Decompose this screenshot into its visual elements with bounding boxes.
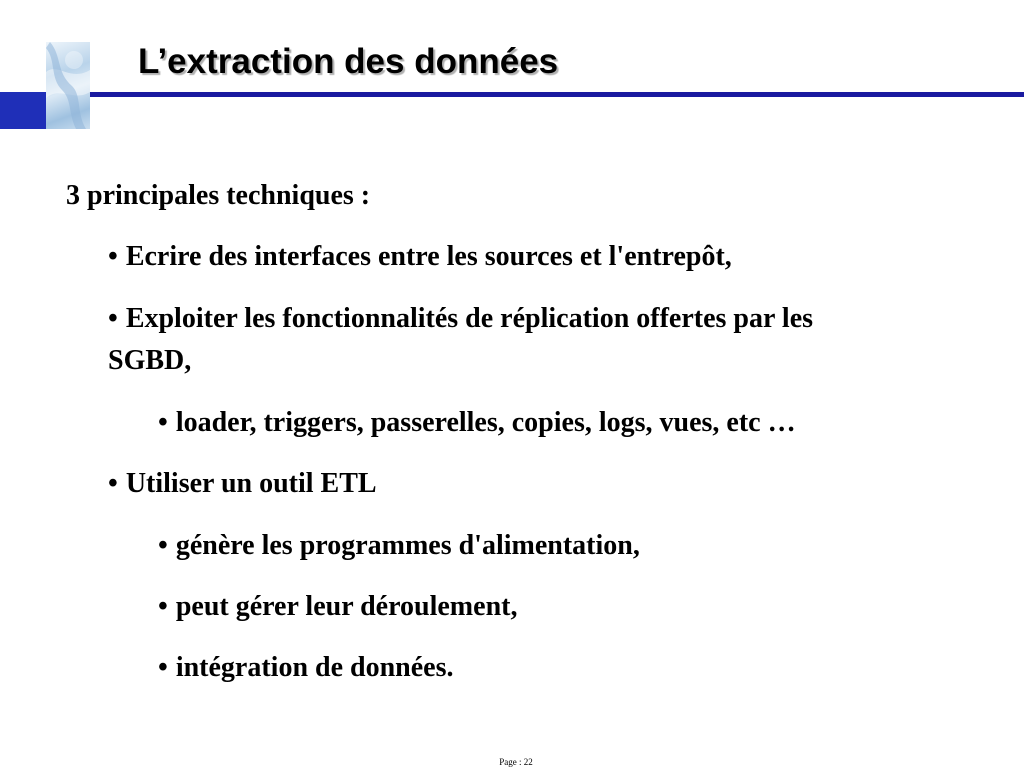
bullet-item-replication (108, 299, 813, 339)
bullet-item-etl (108, 464, 377, 504)
bullet-item-interfaces (108, 237, 732, 277)
bullet-text: Ecrire des interfaces entre les sources et l'entrepôt, (125, 241, 732, 272)
bullet-marker: • (158, 530, 168, 561)
header-divider-line (46, 92, 1024, 97)
bullet-marker: • (158, 652, 168, 683)
bullet-text: intégration de données. (175, 652, 454, 683)
slide-title: L’extraction des données (138, 42, 559, 81)
sub-bullet-item-integration (158, 648, 454, 688)
bullet-text: Exploiter les fonctionnalités de réplication offertes par les (125, 303, 814, 334)
bullet-text: loader, triggers, passerelles, copies, logs, vues, etc … (175, 407, 796, 438)
sub-bullet-item-deroulement (158, 587, 517, 627)
header-image-graphic (46, 42, 90, 129)
bullet-item-replication-continuation: SGBD, (108, 345, 192, 376)
bullet-text: Utiliser un outil ETL (125, 468, 377, 499)
header-accent-block (0, 92, 46, 129)
bullet-text: génère les programmes d'alimentation, (175, 530, 640, 561)
bullet-marker: • (158, 407, 168, 438)
bullet-marker: • (108, 468, 118, 499)
bullet-marker: • (158, 591, 168, 622)
intro-text: 3 principales techniques : (66, 180, 371, 211)
bullet-marker: • (108, 241, 118, 272)
sub-bullet-item-programmes (158, 526, 640, 566)
header-decorative-image (46, 42, 90, 129)
page-number: Page : 22 (499, 757, 533, 767)
sub-bullet-item-loader (158, 403, 796, 443)
bullet-text: peut gérer leur déroulement, (175, 591, 518, 622)
bullet-marker: • (108, 303, 118, 334)
